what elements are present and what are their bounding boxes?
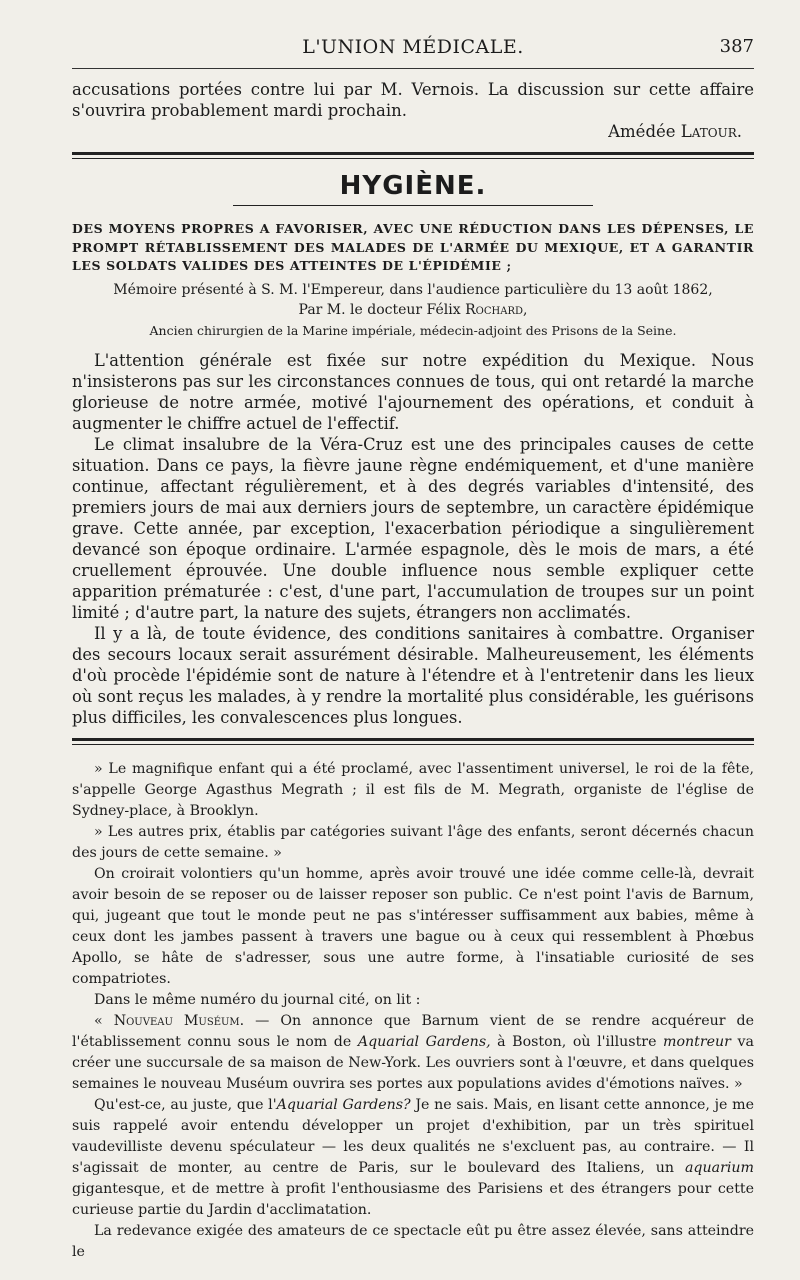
italic-span: Aquarial Gardens, — [357, 1033, 491, 1050]
text-span: — On annonce que Barnum vient de se rendre acquéreur de l'établissement connu sous le nom de — [72, 1012, 754, 1050]
text-span: gigantesque, et de mettre à profit l'enthousiasme des Parisiens et des étrangers pour cette curieuse partie du Jardin d'acclimatation. — [72, 1180, 754, 1218]
feuilleton-paragraph — [72, 1011, 754, 1095]
signature-last-name: Latour. — [680, 122, 742, 141]
italic-span: Aquarial Gardens? — [276, 1096, 411, 1113]
text-span: « — [94, 1012, 114, 1029]
text-span: va créer une succursale de sa maison de New-York. Les ouvriers sont à l'œuvre, et dans quelques semaines le nouveau Muséum ouvrira ses portes aux populations avides d'émotions naïves. » — [72, 1033, 754, 1092]
signature — [72, 121, 742, 142]
section-title: HYGIÈNE. — [339, 171, 487, 201]
page-header — [72, 28, 754, 69]
feuilleton-divider — [72, 738, 754, 745]
italic-span: aquarium — [684, 1159, 754, 1176]
section-divider — [72, 152, 754, 159]
author-name: Rochard, — [465, 301, 528, 318]
text-span: Qu'est-ce, au juste, que l' — [94, 1096, 277, 1113]
running-title: L'UNION MÉDICALE. — [302, 36, 524, 58]
feuilleton-paragraph: Dans le même numéro du journal cité, on lit : — [94, 991, 421, 1008]
author-prefix: Par M. le docteur Félix — [298, 301, 461, 318]
memoire-line: Mémoire présenté à S. M. l'Empereur, dans l'audience particulière du 13 août 1862, — [113, 281, 713, 298]
page-number: 387 — [719, 36, 754, 57]
signature-first-name: Amédée — [608, 122, 676, 141]
feuilleton-paragraph: » Le magnifique enfant qui a été proclamé, avec l'assentiment universel, le roi de la fête, s'appelle George Agasthus Megrath ; il est fils de M. Megrath, organiste de l'église de Sydney-place, à Brooklyn. — [72, 760, 754, 819]
feuilleton — [72, 759, 754, 1263]
italic-span: montreur — [663, 1033, 731, 1050]
journal-page — [72, 28, 754, 1263]
article-body — [72, 350, 754, 728]
text-span: Je ne sais. Mais, en lisant cette annonce, je me suis rappelé avoir entendu développer un projet d'exhibition, par un très spirituel vaudevilliste devenu spéculateur — les deux qualités ne s'excluent pas, au contraire. — Il s'agissait de monter, au centre de Paris, sur le boulevard des Italiens, un — [72, 1096, 754, 1176]
lead-paragraph: accusations portées contre lui par M. Vernois. La discussion sur cette affaire s'ouvrira probablement mardi prochain. — [72, 80, 754, 120]
feuilleton-paragraph: On croirait volontiers qu'un homme, après avoir trouvé une idée comme celle-là, devrait avoir besoin de se reposer ou de laisser reposer son public. Ce n'est point l'avis de Barnum, qui, jugeant que tout le monde peut ne pas s'intéresser suffisamment aux babies, même à ceux dont les jambes passent à travers une bague ou à ceux qui ressemblent à Phœbus Apollo, se hâte de s'adresser, sous une autre forme, à l'insatiable curiosité de ses compatriotes. — [72, 865, 754, 987]
heading-span: Nouveau Muséum. — [113, 1012, 245, 1029]
article-paragraph: L'attention générale est fixée sur notre expédition du Mexique. Nous n'insisterons pas sur les circonstances connues de tous, qui ont retardé la marche glorieuse de notre armée, motivé l'ajournement des opérations, et conduit à augmenter le chiffre actuel de l'effectif. — [72, 350, 754, 433]
article-title: DES MOYENS PROPRES A FAVORISER, AVEC UNE RÉDUCTION DANS LES DÉPENSES, LE PROMPT RÉTABLISSEMENT DES MALADES DE L'ARMÉE DU MEXIQUE, ET A GARANTIR LES SOLDATS VALIDES DES ATTEINTES DE L'ÉPIDÉMIE ; — [72, 221, 754, 273]
text-span: à Boston, où l'illustre — [490, 1033, 664, 1050]
article-paragraph: Le climat insalubre de la Véra-Cruz est une des principales causes de cette situation. Dans ce pays, la fièvre jaune règne endémiquement, et d'une manière continue, affectant régulièrement, et à des degrés variables d'intensité, des premiers jours de mai aux derniers jours de septembre, un caractère épidémique grave. Cette année, par exception, l'exacerbation périodique a singulièrement devancé son époque ordinaire. L'armée espagnole, dès le mois de mars, a été cruellement éprouvée. Une double influence nous semble expliquer cette apparition prématurée : c'est, d'une part, l'accumulation de troupes sur un point limité ; d'autre part, la nature des sujets, étrangers non acclimatés. — [72, 434, 754, 622]
article-paragraph: Il y a là, de toute évidence, des conditions sanitaires à combattre. Organiser des secours locaux serait assurément désirable. Malheureusement, les éléments d'où procède l'épidémie sont de nature à l'étendre et à l'entretenir dans les lieux où sont reçus les malades, à y rendre la mortalité plus considérable, les guérisons plus difficiles, les convalescences plus longues. — [72, 623, 754, 727]
title-underline — [233, 205, 593, 206]
author-role: Ancien chirurgien de la Marine impériale, médecin-adjoint des Prisons de la Seine. — [149, 322, 677, 338]
author-line — [72, 302, 754, 318]
feuilleton-paragraph: La redevance exigée des amateurs de ce spectacle eût pu être assez élevée, sans atteindre le — [72, 1222, 754, 1260]
feuilleton-paragraph: » Les autres prix, établis par catégories suivant l'âge des enfants, seront décernés chacun des jours de cette semaine. » — [72, 823, 754, 861]
feuilleton-paragraph — [72, 1095, 754, 1221]
